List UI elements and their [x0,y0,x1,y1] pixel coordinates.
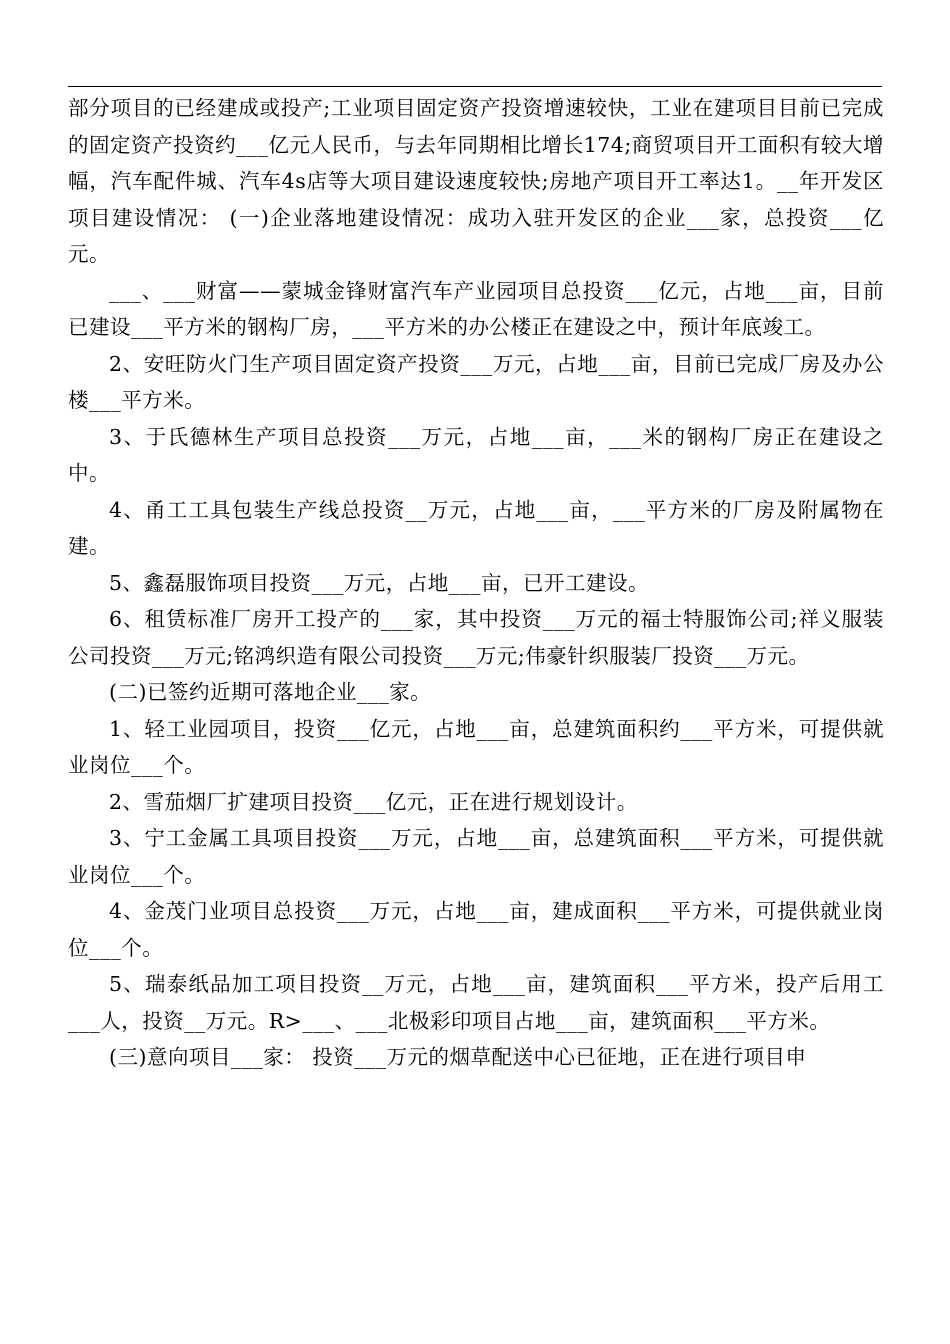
paragraph: 4、金茂门业项目总投资___万元，占地___亩，建成面积___平方米，可提供就业岗位___个。 [68,899,884,960]
header-rule [68,86,882,87]
paragraph: 2、安旺防火门生产项目固定资产投资___万元，占地___亩，目前已完成厂房及办公楼___平方米。 [68,351,884,412]
document-body [68,90,884,1076]
paragraph: 3、宁工金属工具项目投资___万元，占地___亩，总建筑面积___平方米，可提供就业岗位___个。 [68,826,884,887]
paragraph: 3、于氏德林生产项目总投资___万元，占地___亩，___米的钢构厂房正在建设之中。 [68,424,884,485]
paragraph: 6、租赁标准厂房开工投产的___家，其中投资___万元的福士特服饰公司;祥义服装公司投资___万元;铭鸿织造有限公司投资___万元;伟豪针织服装厂投资___万元。 [68,607,884,668]
paragraph: 部分项目的已经建成或投产;工业项目固定资产投资增速较快，工业在建项目目前已完成的固定资产投资约___亿元人民币，与去年同期相比增长174;商贸项目开工面积有较大增幅，汽车配件城、汽车4s店等大项目建设速度较快;房地产项目开工率达1。__年开发区项目建设情况： (一)企业落地建设情况：成功入驻开发区的企业___家，总投资___亿元。 [68,96,884,266]
paragraph: 4、甬工工具包装生产线总投资__万元，占地___亩，___平方米的厂房及附属物在建。 [68,497,884,558]
section-heading: (二)已签约近期可落地企业___家。 [109,680,432,704]
paragraph: (三)意向项目___家： 投资___万元的烟草配送中心已征地，正在进行项目申 [109,1045,807,1069]
paragraph: 2、雪茄烟厂扩建项目投资___亿元，正在进行规划设计。 [109,789,638,814]
paragraph: 1、轻工业园项目，投资___亿元，占地___亩，总建筑面积约___平方米，可提供就业岗位___个。 [68,716,884,777]
paragraph: 5、鑫磊服饰项目投资___万元，占地___亩，已开工建设。 [109,570,650,595]
paragraph: ___、___财富——蒙城金锋财富汽车产业园项目总投资___亿元，占地___亩，目前已建设___平方米的钢构厂房，___平方米的办公楼正在建设之中，预计年底竣工。 [68,278,884,339]
paragraph: 5、瑞泰纸品加工项目投资__万元，占地___亩，建筑面积___平方米，投产后用工___人，投资__万元。R>___、___北极彩印项目占地___亩，建筑面积___平方米。 [68,972,884,1033]
